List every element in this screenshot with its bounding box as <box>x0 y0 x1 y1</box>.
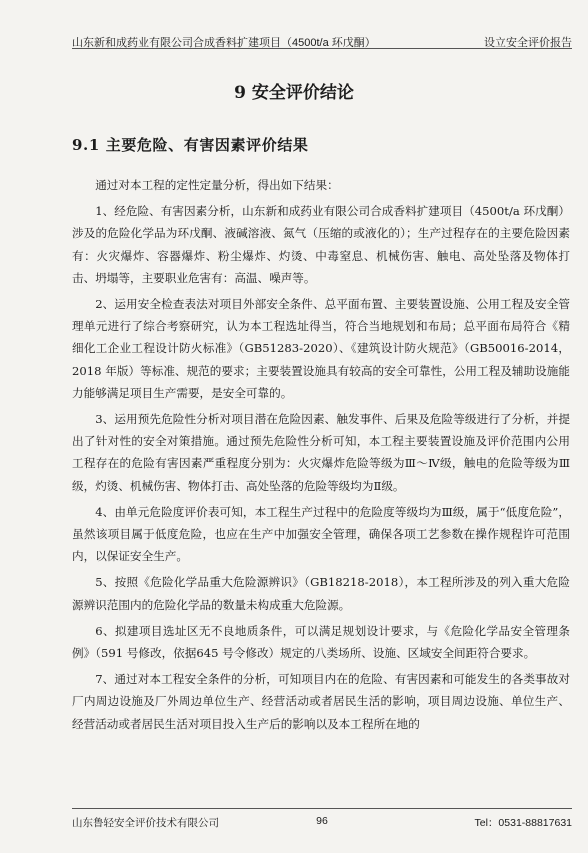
paragraph-5: 5、按照《危险化学品重大危险源辨识》（GB18218-2018），本工程所涉及的列入重大危险源辨识范围内的危险化学品的数量未构成重大危险源。 <box>72 575 570 612</box>
paragraph-3: 3、运用预先危险性分析对项目潜在危险因素、触发事件、后果及危险等级进行了分析，并提出了针对性的安全对策措施。通过预先危险性分析可知，本工程主要装置设施及评价范围内公用工程存在的危险有害因素严重程度分别为：火灾爆炸危险等级为Ⅲ～Ⅳ级，触电的危险等级为Ⅲ级，灼烫、机械伤害、物体打击、高处坠落的危险等级均为Ⅱ级。 <box>72 412 570 493</box>
page-header <box>72 0 572 49</box>
paragraph-6: 6、拟建项目选址区无不良地质条件，可以满足规划设计要求，与《危险化学品安全管理条例》（591 号修改，依据645 号令修改）规定的八类场所、设施、区域安全间距符合要求。 <box>72 623 570 661</box>
paragraph-intro: 通过对本工程的定性定量分析，得出如下结果： <box>95 178 339 192</box>
header-report-type: 设立安全评价报告 <box>484 37 572 49</box>
paragraph-4: 4、由单元危险度评价表可知，本工程生产过程中的危险度等级均为Ⅲ级，属于“低度危险”，虽然该项目属于低度危险，也应在生产中加强安全管理，确保各项工艺参数在操作规程许可范围内，以保证安全生产。 <box>72 504 570 564</box>
page-number: 96 <box>316 815 328 827</box>
header-project-name: 山东新和成药业有限公司合成香料扩建项目（4500t/a 环戊酮） <box>72 37 376 49</box>
page-footer <box>72 808 572 853</box>
body-text <box>72 174 570 739</box>
paragraph-7: 7、通过对本工程安全条件的分析，可知项目内在的危险、有害因素和可能发生的各类事故对厂内周边设施及厂外周边单位生产、经营活动或者居民生活的影响，项目周边设施、单位生产、经营活动或者居民生活对项目投入生产后的影响以及本工程所在地的 <box>72 672 570 731</box>
footer-telephone: Tel：0531-88817631 <box>474 817 572 829</box>
section-title: 9.1 主要危险、有害因素评价结果 <box>72 136 309 154</box>
footer-company: 山东鲁轻安全评价技术有限公司 <box>72 817 219 829</box>
paragraph-2: 2、运用安全检查表法对项目外部安全条件、总平面布置、主要装置设施、公用工程及安全管理单元进行了综合考察研究，认为本工程选址得当，符合当地规划和布局；总平面布局符合《精细化工企业工程设计防火标准》（GB51283-2020）、《建筑设计防火规范》（GB50016-2014，2018 年版）等标准、规范的要求；主要装置设施具有较高的安全可靠性，公用工程及辅助设施能力能够满足项目生产需要，是安全可靠的。 <box>72 297 570 400</box>
chapter-title: 9 安全评价结论 <box>234 83 354 103</box>
paragraph-1: 1、经危险、有害因素分析，山东新和成药业有限公司合成香料扩建项目（4500t/a 环戊酮）涉及的危险化学品为环戊酮、液碱溶液、氮气（压缩的或液化的）；生产过程存在的主要危险因素有：火灾爆炸、容器爆炸、粉尘爆炸、灼烫、中毒窒息、机械伤害、触电、高处坠落及物体打击、坍塌等，主要职业危害有：高温、噪声等。 <box>72 204 570 285</box>
